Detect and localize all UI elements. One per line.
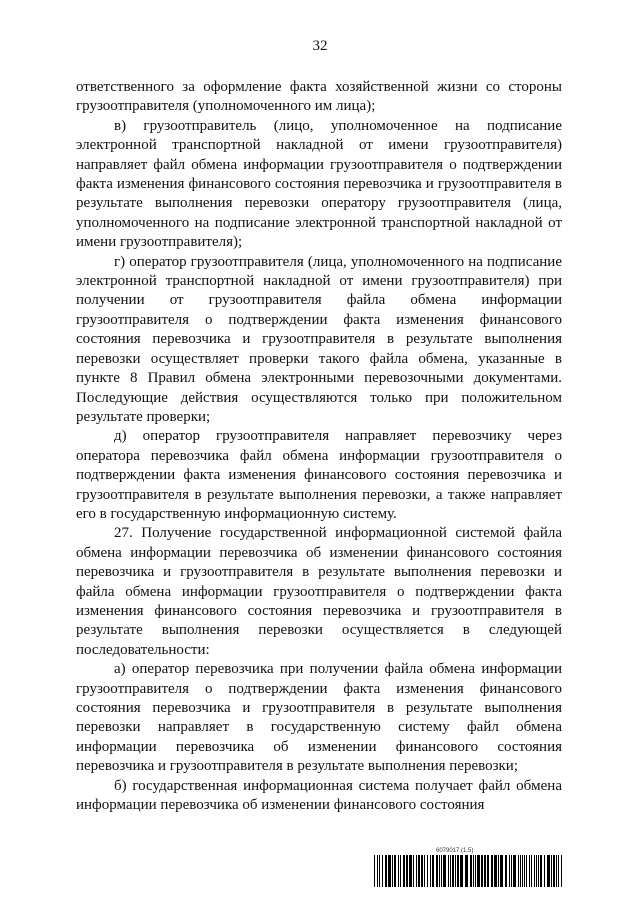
paragraph: а) оператор перевозчика при получении файла обмена информации грузоотправителя о подтверждении факта изменения финансового состояния перевозчика и грузоотправителя в результате выполнения перевозки направляет в государственную систему файл обмена информации перевозчика об изменении финансового состояния перевозчика и грузоотправителя в результате выполнения перевозки; <box>76 661 562 775</box>
paragraph: в) грузоотправитель (лицо, уполномоченное на подписание электронной транспортной накладной от имени грузоотправителя) направляет файл обмена информации грузоотправителя о подтверждении факта изменения финансового состояния перевозчика и грузоотправителя в результате выполнения перевозки оператору грузоотправителя (лица, уполномоченного на подписание электронной транспортной накладной от имени грузоотправителя); <box>76 117 562 251</box>
paragraph: б) государственная информационная система получает файл обмена информации перевозчика об изменении финансового состояния <box>76 777 562 814</box>
page-number: 32 <box>312 38 328 54</box>
paragraph: д) оператор грузоотправителя направляет перевозчику через оператора перевозчика файл обмена информации грузоотправителя о подтверждении факта изменения финансового состояния перевозчика и грузоотправителя в результате выполнения перевозки, а также направляет его в государственную информационную систему. <box>76 428 562 522</box>
document-code: 6079017 (1.5) <box>436 848 474 854</box>
document-body <box>76 78 562 815</box>
paragraph: г) оператор грузоотправителя (лица, уполномоченного на подписание электронной транспортной накладной от имени грузоотправителя) при получении от грузоотправителя файла обмена информации грузоотправителя о подтверждении факта изменения финансового состояния перевозчика и грузоотправителя в результате выполнения перевозки осуществляет проверки такого файла обмена, указанные в пункте 8 Правил обмена электронными перевозочными документами. Последующие действия осуществляются только при положительном результате проверки; <box>76 253 562 425</box>
paragraph: ответственного за оформление факта хозяйственной жизни со стороны грузоотправителя (уполномоченного им лица); <box>76 79 562 115</box>
barcode <box>374 855 562 887</box>
paragraph: 27. Получение государственной информационной системой файла обмена информации перевозчика об изменении финансового состояния перевозчика и грузоотправителя в результате выполнения перевозки и файла обмена информации грузоотправителя о подтверждении факта изменения финансового состояния перевозчика и грузоотправителя в результате выполнения перевозки осуществляется в следующей последовательности: <box>76 525 562 658</box>
